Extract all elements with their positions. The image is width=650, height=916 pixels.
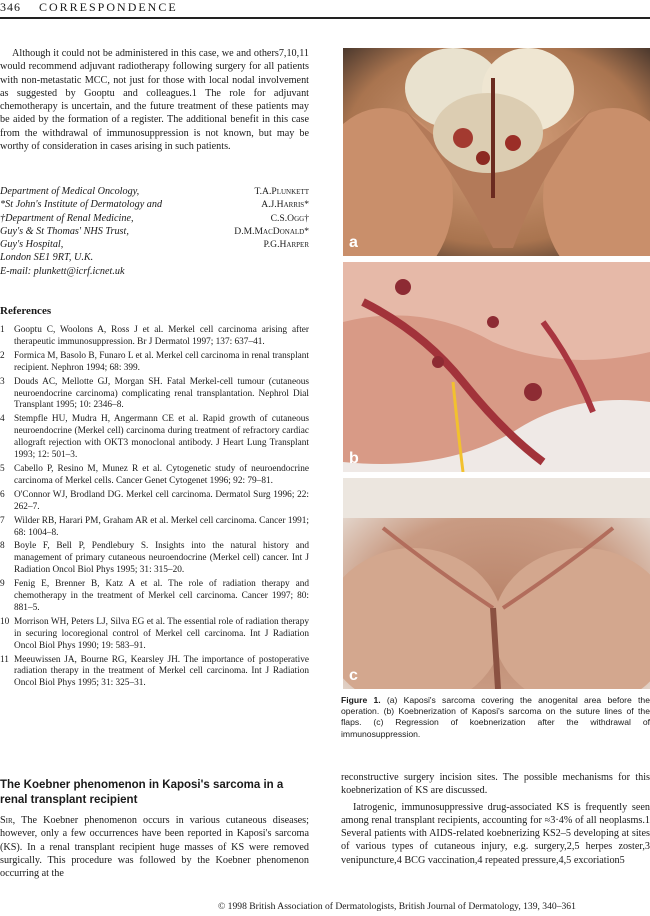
affiliation-row <box>0 251 309 264</box>
reference-item <box>0 325 309 349</box>
affiliations-block <box>0 185 309 278</box>
reference-item <box>0 351 309 375</box>
clinical-photo-a <box>343 48 650 256</box>
reference-number: 2 <box>0 350 5 361</box>
reference-text: Morrison WH, Peters LJ, Silva EG et al. The essential role of radiation therapy in securing locoregional control of Merkel cell carcinoma. Int J Radiation Oncol Biol Phys 1990; 19: 583–91. <box>14 616 309 651</box>
caption-text: (a) Kaposi's sarcoma covering the anogenital area before the operation. (b) Koebnerization of Kaposi's sarcoma on the suture lines of the flaps. (c) Regression of koebnerization after the withdrawal of immunosuppression. <box>341 695 650 739</box>
reference-item <box>0 655 309 691</box>
article-left-block <box>0 778 309 880</box>
reference-text: Boyle F, Bell P, Pendlebury S. Insights into the natural history and management of primary cutaneous neuroendocrine (Merkel cell) cancer. Int J Radiation Oncol Biol Phys 1995; 31: 315–20. <box>14 541 309 576</box>
affiliation-text: Department of Medical Oncology, <box>0 186 140 197</box>
reference-item <box>0 490 309 514</box>
affiliation-row <box>0 238 309 251</box>
figure-caption <box>341 695 650 740</box>
reference-text: Gooptu C, Woolons A, Ross J et al. Merkel cell carcinoma arising after therapeutic immunosuppression. Br J Dermatol 1997; 137: 637–41. <box>14 325 309 347</box>
salutation: Sir, <box>0 815 16 826</box>
affiliation-row <box>0 185 309 198</box>
reference-number: 4 <box>0 414 5 425</box>
article-right-paragraph-1: reconstructive surgery incision sites. The possible mechanisms for this koebnerization of KS are discussed. <box>341 772 650 797</box>
author-name: T.A.Plunkett <box>254 186 309 197</box>
reference-text: Meeuwissen JA, Bourne RG, Kearsley JH. The importance of postoperative radiation therapy in the treatment of Merkel cell carcinoma. Int J Radiation Oncol Biol Phys 1995; 31: 325–31. <box>14 654 309 689</box>
panel-label-b: b <box>349 450 359 467</box>
author-name: C.S.Ogg† <box>270 212 309 224</box>
reference-number: 6 <box>0 489 5 500</box>
reference-text: Wilder RB, Harari PM, Graham AR et al. Merkel cell carcinoma. Cancer 1991; 68: 1004–8. <box>14 515 309 538</box>
reference-number: 5 <box>0 463 5 474</box>
reference-text: Douds AC, Mellotte GJ, Morgan SH. Fatal Merkel-cell tumour (cutaneous neuroendocrine carcinoma) complicating renal transplantation. Nephrol Dial Transplant 1995; 10: 2346–8. <box>14 376 309 411</box>
reference-text: O'Connor WJ, Brodland DG. Merkel cell carcinoma. Dermatol Surg 1996; 22: 262–7. <box>14 489 309 512</box>
reference-text: Formica M, Basolo B, Funaro L et al. Merkel cell carcinoma in renal transplant recipient. Nephron 1994; 68: 399. <box>14 350 310 373</box>
reference-number: 3 <box>0 376 5 387</box>
article-left-text: The Koebner phenomenon occurs in various cutaneous diseases; however, only a few occurrences have been reported in Kaposi's sarcoma (KS). In a renal transplant recipient huge masses of KS were removed surgically. This procedure was followed by the Koebner phenomenon occurring at the <box>0 815 309 880</box>
affiliation-text: Guy's & St Thomas' NHS Trust, <box>0 225 129 237</box>
figure-panel-b <box>343 262 650 472</box>
reference-item <box>0 377 309 413</box>
reference-item <box>0 617 309 653</box>
figure-panel-c <box>343 478 650 689</box>
reference-number: 7 <box>0 515 5 526</box>
intro-paragraph: Although it could not be administered in this case, we and others7,10,11 would recommend adjuvant radiotherapy following surgery for all patients with non-metastatic MCC, not just for those with local nodal involvement as suggested by Gooptu and colleagues.1 The role for adjuvant chemotherapy is uncertain, and the future treatment of these patients may be aided by the formation of a register. The additional benefit in this case from the withdrawal of immunosuppression is not known, but may be worthy of consideration in cases arising in such patients. <box>0 48 309 153</box>
reference-item <box>0 516 309 540</box>
page-number: 346 <box>0 0 21 14</box>
reference-number: 10 <box>0 616 10 627</box>
article-intro-paragraph <box>0 814 309 880</box>
reference-item <box>0 541 309 577</box>
clinical-photo-b <box>343 262 650 472</box>
reference-item <box>0 464 309 488</box>
affiliation-text: *St John's Institute of Dermatology and <box>0 199 163 211</box>
page-footer: © 1998 British Association of Dermatologists, British Journal of Dermatology, 139, 340–361 <box>218 901 576 912</box>
clinical-photo-c <box>343 478 650 689</box>
panel-label-c: c <box>349 667 358 684</box>
panel-label-a: a <box>349 234 358 251</box>
reference-number: 1 <box>0 325 5 335</box>
references-section <box>0 305 309 692</box>
reference-number: 11 <box>0 654 9 665</box>
article-right-paragraph-2: Iatrogenic, immunosuppressive drug-associated KS is frequently seen among renal transplant recipients, accounting for ≈3·4% of all neoplasms.1 Several patients with AIDS-related koebnerizing KS2–5 developing at sites of various types of cutaneous injury, e.g. surgery,2,5 herpes zoster,3 venipuncture,4 BCG vaccination,4 repeated pressure,4,5 excoriation5 <box>341 801 650 866</box>
reference-text: Fenig E, Brenner B, Katz A et al. The role of radiation therapy and chemotherapy in the treatment of Merkel cell carcinoma. Cancer 1997; 80: 881–5. <box>14 579 309 613</box>
article-title: The Koebner phenomenon in Kaposi's sarcoma in a renal transplant recipient <box>0 779 284 806</box>
affiliation-row <box>0 212 309 225</box>
reference-number: 9 <box>0 579 5 590</box>
caption-label: Figure 1. <box>341 695 381 705</box>
author-name: A.J.Harris* <box>261 199 309 211</box>
article-right-block <box>341 771 650 867</box>
references-heading: References <box>0 305 52 317</box>
reference-item <box>0 414 309 462</box>
affiliation-row <box>0 225 309 238</box>
header-rule <box>0 17 650 19</box>
running-head <box>0 0 178 15</box>
affiliation-text: †Department of Renal Medicine, <box>0 212 134 224</box>
author-name: P.G.Harper <box>263 239 309 251</box>
reference-text: Cabello P, Resino M, Munez R et al. Cytogenetic study of neuroendocrine carcinoma of Merkel cells. Cancer Genet Cytogenet 1996; 92: 79–81. <box>14 463 309 486</box>
affiliation-text: Guy's Hospital, <box>0 239 64 251</box>
reference-item <box>0 579 309 615</box>
affiliation-row <box>0 198 309 211</box>
figure-panel-a <box>343 48 650 256</box>
author-name: D.M.MacDonald* <box>234 225 309 237</box>
affiliation-row <box>0 265 309 278</box>
affiliation-text: London SE1 9RT, U.K. <box>0 252 94 264</box>
reference-text: Stempfle HU, Mudra H, Angermann CE et al. Rapid growth of cutaneous neuroendocrine (Merkel cell) carcinoma during treatment of refractory cardiac allograft rejection with OKT3 monoclonal antibody. J Heart Lung Transplant 1993; 12: 501–3. <box>14 414 309 461</box>
section-title: CORRESPONDENCE <box>39 0 178 14</box>
email-address[interactable]: E-mail: plunkett@icrf.icnet.uk <box>0 265 125 277</box>
reference-number: 8 <box>0 541 5 552</box>
